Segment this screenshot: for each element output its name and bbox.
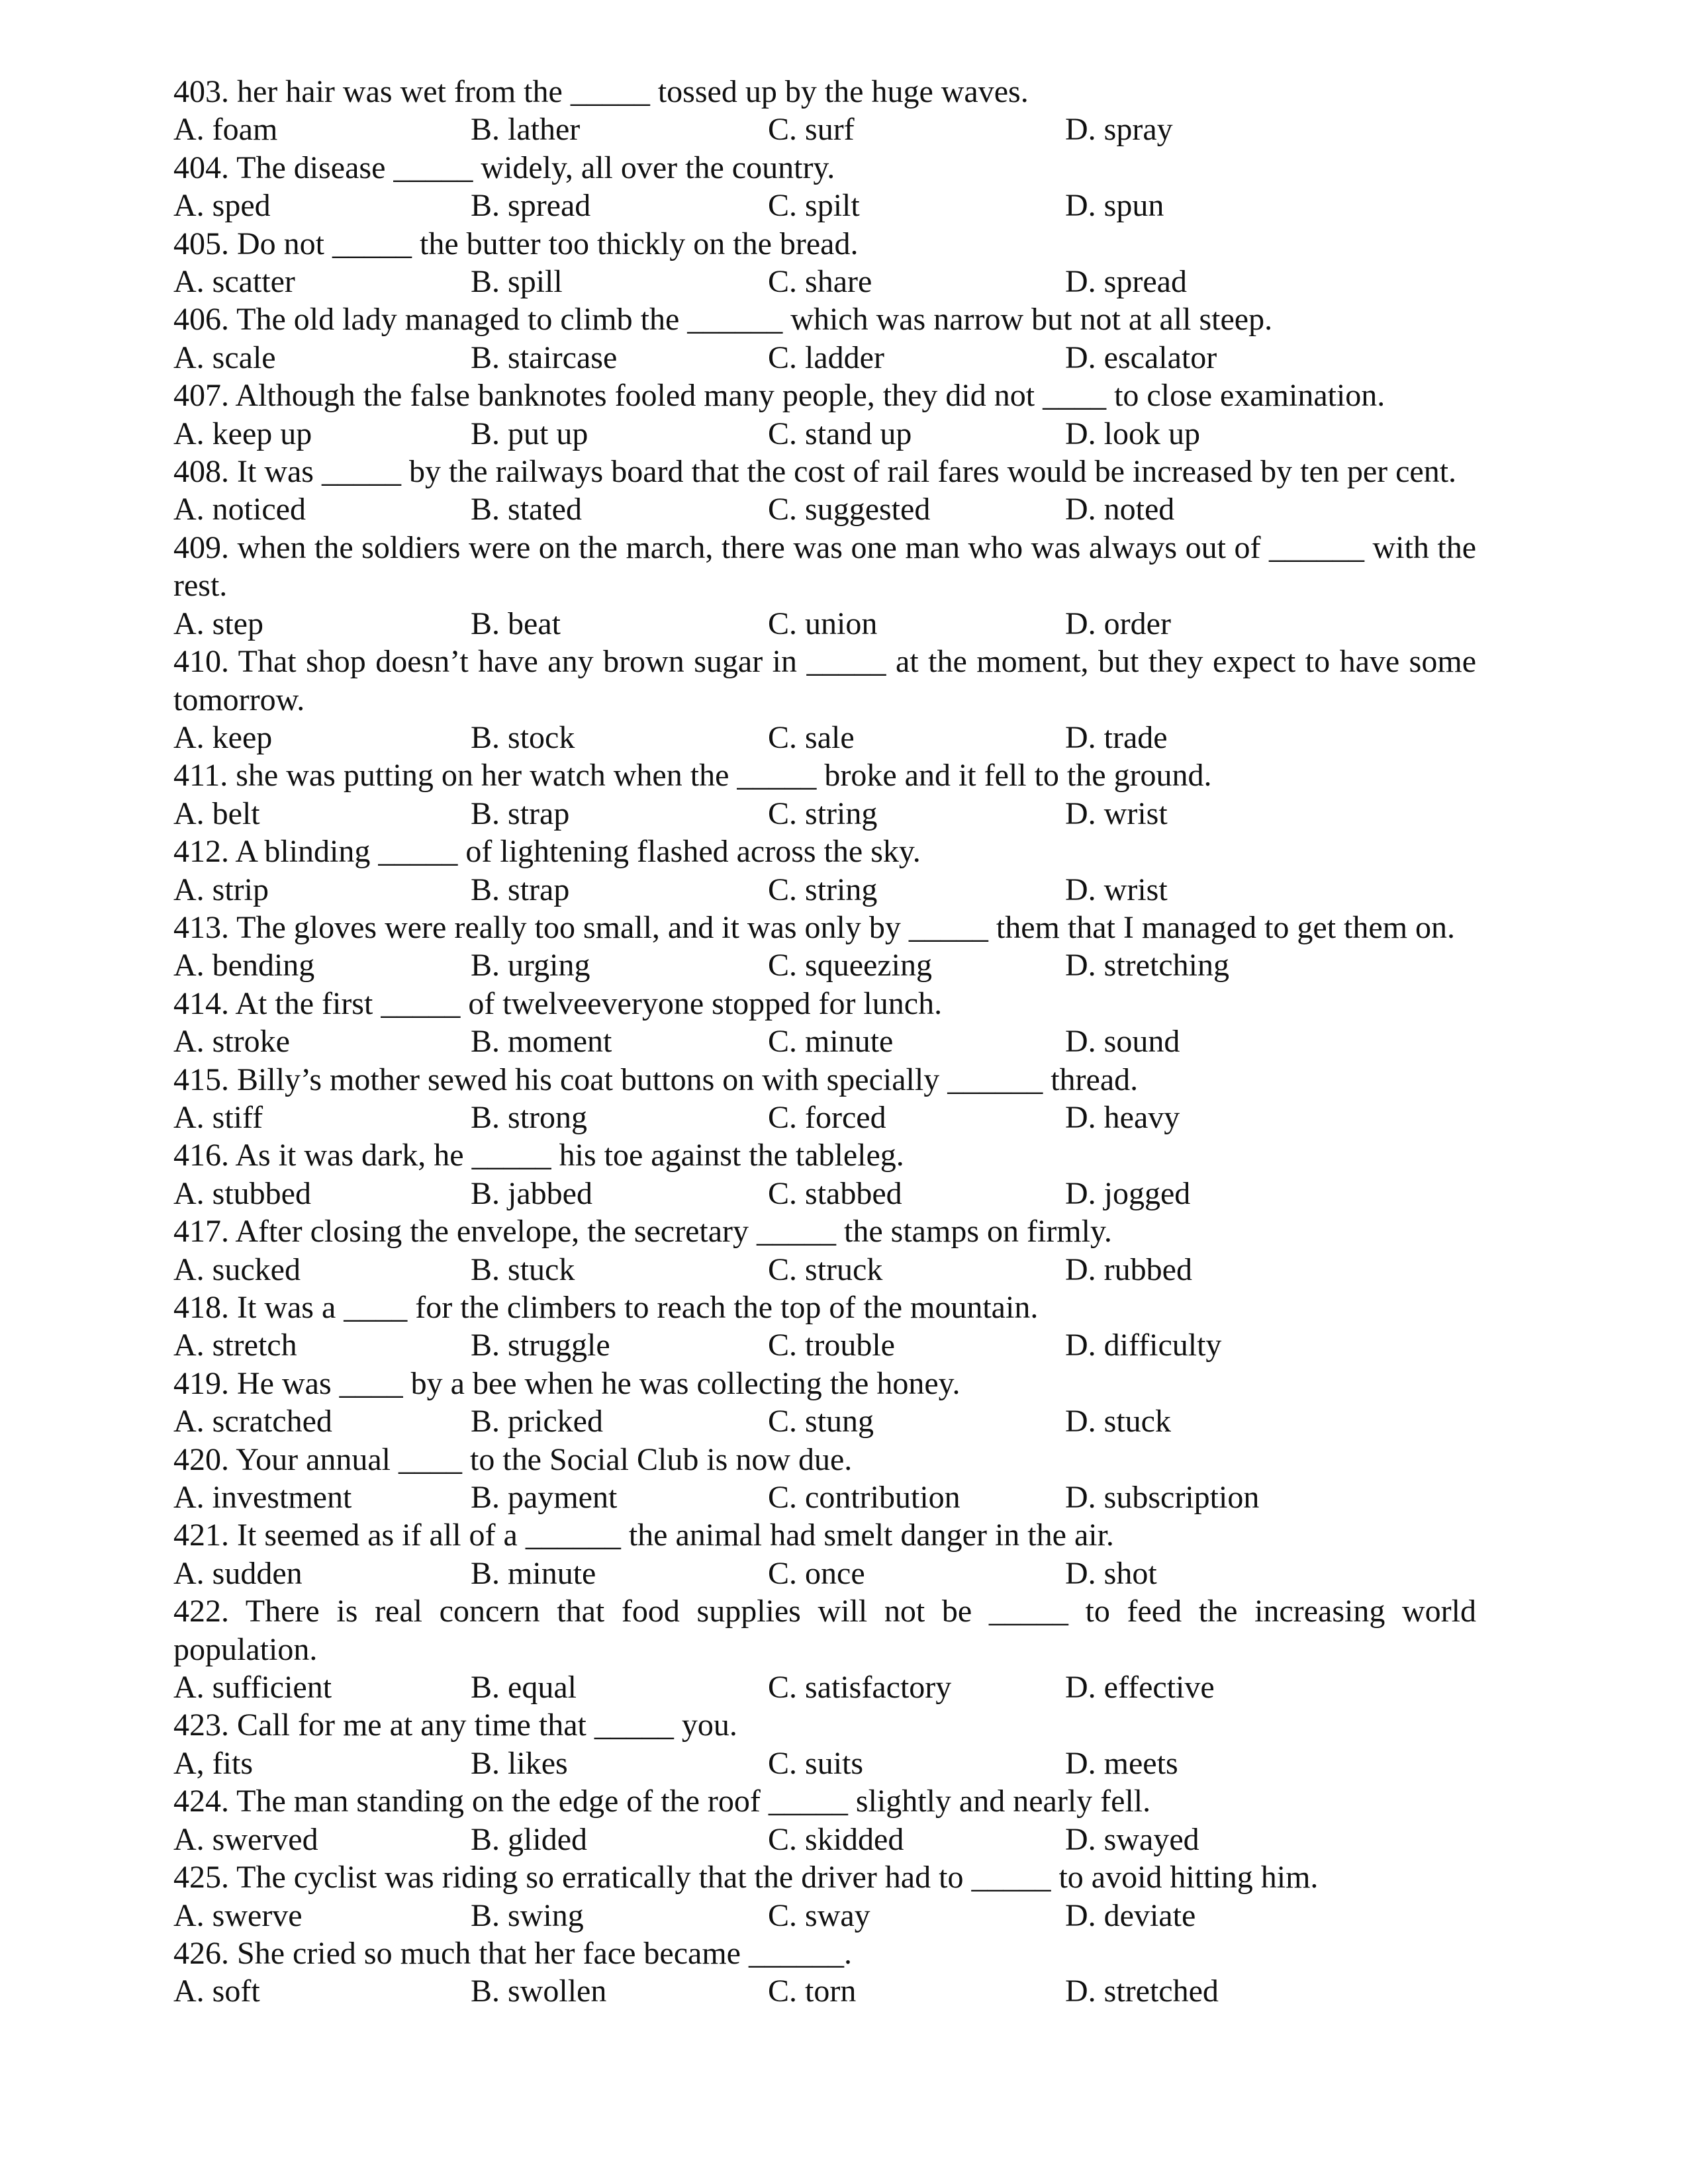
option-a: A. step <box>173 606 263 641</box>
option-b: B. lather <box>471 112 581 148</box>
option-d: D. order <box>1065 606 1171 641</box>
option-c: C. surf <box>768 112 855 148</box>
question-sheet <box>173 73 1476 2011</box>
question-stem: 425. The cyclist was riding so erratically that the driver had to _____ to avoid hitting him. <box>173 1860 1319 1895</box>
answer-options <box>173 263 1476 300</box>
question-423 <box>173 1706 1476 1782</box>
option-d: D. stretching <box>1065 948 1229 983</box>
option-a: A. sudden <box>173 1555 303 1591</box>
question-stem: 404. The disease _____ widely, all over the country. <box>173 150 835 185</box>
option-d: D. effective <box>1065 1670 1215 1706</box>
question-stem: 424. The man standing on the edge of the roof _____ slightly and nearly fell. <box>173 1784 1151 1819</box>
option-d: D. stretched <box>1065 1974 1219 2009</box>
option-a: A. strip <box>173 872 269 907</box>
option-a: A. soft <box>173 1974 260 2009</box>
option-a: A. stretch <box>173 1328 297 1363</box>
option-a: A. keep up <box>173 416 312 451</box>
question-stem: 412. A blinding _____ of lightening flashed across the sky. <box>173 834 921 870</box>
option-d: D. spray <box>1065 112 1173 148</box>
question-405 <box>173 225 1476 301</box>
option-c: C. squeezing <box>768 948 932 983</box>
option-a: A. investment <box>173 1480 352 1516</box>
answer-options <box>173 187 1476 224</box>
option-a: A. stubbed <box>173 1175 311 1211</box>
option-a: A. swerve <box>173 1897 303 1933</box>
question-stem: 420. Your annual ____ to the Social Club is now due. <box>173 1441 853 1477</box>
answer-options <box>173 1402 1476 1440</box>
answer-options <box>173 415 1476 453</box>
question-stem: 403. her hair was wet from the _____ tossed up by the huge waves. <box>173 74 1029 109</box>
answer-options <box>173 1175 1476 1212</box>
answer-options <box>173 605 1476 643</box>
answer-options <box>173 871 1476 909</box>
option-d: D. swayed <box>1065 1821 1199 1857</box>
question-stem: 414. At the first _____ of twelveeveryone stopped for lunch. <box>173 985 943 1021</box>
question-418 <box>173 1289 1476 1365</box>
question-stem: 409. when the soldiers were on the march, there was one man who was always out of ______ with the rest. <box>173 529 1476 604</box>
question-stem: 415. Billy’s mother sewed his coat buttons on with specially ______ thread. <box>173 1062 1139 1097</box>
option-a: A. scale <box>173 340 276 375</box>
option-c: C. stung <box>768 1404 874 1439</box>
option-b: B. swollen <box>471 1974 607 2009</box>
option-a: A. sufficient <box>173 1670 332 1706</box>
question-424 <box>173 1782 1476 1858</box>
question-stem: 408. It was _____ by the railways board that the cost of rail fares would be increased by ten per cent. <box>173 454 1457 490</box>
option-a: A, fits <box>173 1745 253 1781</box>
answer-options <box>173 946 1476 984</box>
option-b: B. urging <box>471 948 590 983</box>
question-420 <box>173 1441 1476 1517</box>
option-d: D. trade <box>1065 719 1168 755</box>
answer-options <box>173 111 1476 148</box>
option-d: D. subscription <box>1065 1480 1260 1516</box>
option-c: C. forced <box>768 1099 886 1135</box>
option-c: C. stand up <box>768 416 912 451</box>
answer-options <box>173 1555 1476 1592</box>
option-b: B. likes <box>471 1745 568 1781</box>
option-d: D. stuck <box>1065 1404 1171 1439</box>
question-413 <box>173 909 1476 985</box>
option-d: D. spread <box>1065 264 1187 300</box>
option-b: B. spread <box>471 188 591 224</box>
option-b: B. moment <box>471 1024 612 1060</box>
option-d: D. escalator <box>1065 340 1217 375</box>
option-c: C. union <box>768 606 878 641</box>
option-c: C. stabbed <box>768 1175 902 1211</box>
answer-options <box>173 1251 1476 1289</box>
question-stem: 422. There is real concern that food supplies will not be _____ to feed the increasing world population. <box>173 1594 1476 1667</box>
option-c: C. contribution <box>768 1480 961 1516</box>
option-d: D. sound <box>1065 1024 1180 1060</box>
answer-options <box>173 795 1476 833</box>
option-d: D. spun <box>1065 188 1164 224</box>
option-b: B. stuck <box>471 1251 575 1287</box>
question-stem: 411. she was putting on her watch when the _____ broke and it fell to the ground. <box>173 758 1212 794</box>
question-415 <box>173 1061 1476 1137</box>
option-c: C. trouble <box>768 1328 895 1363</box>
question-417 <box>173 1212 1476 1289</box>
option-d: D. noted <box>1065 492 1175 527</box>
option-b: B. minute <box>471 1555 596 1591</box>
question-stem: 426. She cried so much that her face became ______. <box>173 1935 852 1971</box>
option-b: B. pricked <box>471 1404 603 1439</box>
option-d: D. meets <box>1065 1745 1178 1781</box>
option-b: B. stated <box>471 492 582 527</box>
answer-options <box>173 1479 1476 1516</box>
option-b: B. stock <box>471 719 575 755</box>
option-b: B. swing <box>471 1897 584 1933</box>
question-stem: 405. Do not _____ the butter too thickly on the bread. <box>173 226 859 261</box>
option-d: D. wrist <box>1065 872 1168 907</box>
question-stem: 421. It seemed as if all of a ______ the animal had smelt danger in the air. <box>173 1518 1114 1553</box>
question-408 <box>173 453 1476 529</box>
answer-options <box>173 1821 1476 1858</box>
question-409 <box>173 529 1476 643</box>
option-b: B. spill <box>471 264 563 300</box>
question-412 <box>173 833 1476 909</box>
option-c: C. ladder <box>768 340 884 375</box>
option-d: D. wrist <box>1065 796 1168 831</box>
question-414 <box>173 985 1476 1061</box>
option-b: B. strap <box>471 796 570 831</box>
answer-options <box>173 719 1476 756</box>
option-d: D. look up <box>1065 416 1200 451</box>
option-b: B. jabbed <box>471 1175 592 1211</box>
option-b: B. struggle <box>471 1328 610 1363</box>
option-a: A. scratched <box>173 1404 332 1439</box>
option-a: A. stroke <box>173 1024 290 1060</box>
question-stem: 407. Although the false banknotes fooled many people, they did not ____ to close examination. <box>173 378 1385 414</box>
option-b: B. put up <box>471 416 588 451</box>
question-411 <box>173 756 1476 833</box>
question-422 <box>173 1592 1476 1706</box>
option-a: A. foam <box>173 112 278 148</box>
option-b: B. strap <box>471 872 570 907</box>
option-c: C. skidded <box>768 1821 904 1857</box>
option-c: C. struck <box>768 1251 883 1287</box>
option-b: B. payment <box>471 1480 618 1516</box>
option-c: C. minute <box>768 1024 894 1060</box>
question-stem: 416. As it was dark, he _____ his toe against the tableleg. <box>173 1138 904 1173</box>
question-stem: 410. That shop doesn’t have any brown sugar in _____ at the moment, but they expect to have some tomorrow. <box>173 644 1476 717</box>
answer-options <box>173 1668 1476 1706</box>
answer-options <box>173 1745 1476 1782</box>
option-b: B. equal <box>471 1670 577 1706</box>
answer-options <box>173 1972 1476 2010</box>
question-407 <box>173 377 1476 453</box>
option-c: C. suits <box>768 1745 864 1781</box>
question-stem: 417. After closing the envelope, the secretary _____ the stamps on firmly. <box>173 1214 1112 1250</box>
option-c: C. satisfactory <box>768 1670 952 1706</box>
question-410 <box>173 643 1476 756</box>
option-c: C. sale <box>768 719 855 755</box>
option-a: A. belt <box>173 796 260 831</box>
option-d: D. jogged <box>1065 1175 1191 1211</box>
option-b: B. staircase <box>471 340 618 375</box>
option-a: A. scatter <box>173 264 295 300</box>
question-419 <box>173 1365 1476 1441</box>
option-c: C. share <box>768 264 872 300</box>
question-stem: 419. He was ____ by a bee when he was collecting the honey. <box>173 1365 961 1401</box>
option-b: B. strong <box>471 1099 588 1135</box>
question-stem: 423. Call for me at any time that _____ you. <box>173 1707 737 1743</box>
option-d: D. difficulty <box>1065 1328 1222 1363</box>
option-a: A. sucked <box>173 1251 301 1287</box>
answer-options <box>173 1023 1476 1060</box>
option-b: B. beat <box>471 606 561 641</box>
question-stem: 418. It was a ____ for the climbers to reach the top of the mountain. <box>173 1290 1039 1325</box>
question-421 <box>173 1516 1476 1592</box>
option-a: A. noticed <box>173 492 306 527</box>
option-a: A. bending <box>173 948 315 983</box>
option-d: D. heavy <box>1065 1099 1180 1135</box>
question-stem: 413. The gloves were really too small, and it was only by _____ them that I managed to get them on. <box>173 909 1456 945</box>
option-d: D. shot <box>1065 1555 1157 1591</box>
option-c: C. spilt <box>768 188 860 224</box>
option-d: D. deviate <box>1065 1897 1196 1933</box>
answer-options <box>173 1099 1476 1136</box>
option-a: A. stiff <box>173 1099 263 1135</box>
option-d: D. rubbed <box>1065 1251 1192 1287</box>
option-b: B. glided <box>471 1821 587 1857</box>
option-c: C. sway <box>768 1897 870 1933</box>
answer-options <box>173 490 1476 528</box>
question-stem: 406. The old lady managed to climb the ______ which was narrow but not at all steep. <box>173 302 1273 338</box>
option-c: C. torn <box>768 1974 857 2009</box>
answer-options <box>173 1326 1476 1364</box>
answer-options <box>173 1897 1476 1934</box>
option-a: A. swerved <box>173 1821 318 1857</box>
option-c: C. suggested <box>768 492 931 527</box>
question-416 <box>173 1136 1476 1212</box>
option-a: A. sped <box>173 188 271 224</box>
question-404 <box>173 149 1476 225</box>
answer-options <box>173 339 1476 377</box>
option-c: C. string <box>768 872 878 907</box>
question-406 <box>173 300 1476 377</box>
option-c: C. once <box>768 1555 865 1591</box>
question-425 <box>173 1858 1476 1934</box>
question-403 <box>173 73 1476 149</box>
option-c: C. string <box>768 796 878 831</box>
option-a: A. keep <box>173 719 273 755</box>
question-426 <box>173 1934 1476 2011</box>
